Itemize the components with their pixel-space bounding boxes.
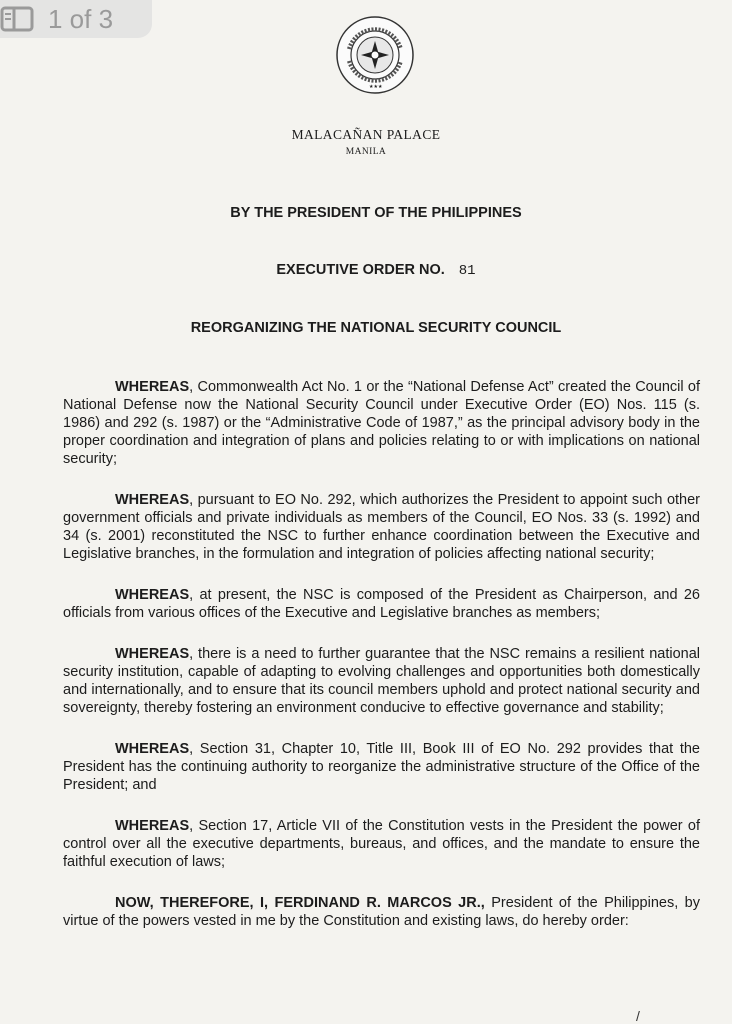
page-indicator-badge[interactable] bbox=[0, 0, 152, 38]
paragraph-lead: WHEREAS bbox=[115, 587, 190, 603]
paragraph-text: , Section 31, Chapter 10, Title III, Book III of EO No. 292 provides that the President has the continuing authority to reorganize the administrative structure of the Office of the President; and bbox=[63, 741, 700, 793]
issuer-heading: BY THE PRESIDENT OF THE PHILIPPINES bbox=[230, 205, 522, 221]
whereas-paragraph bbox=[63, 586, 700, 622]
ordering-paragraph bbox=[63, 894, 700, 930]
paragraph-text: , Commonwealth Act No. 1 or the “National Defense Act” created the Council of National Defense now the National Security Council under Executive Order (EO) Nos. 115 (s. 1986) and 292 (s. 1987) or the “Administrative Code of 1987,” as the principal advisory body in the proper coordination and integration of plans and policies relating to or with implications on national security; bbox=[63, 379, 700, 467]
whereas-paragraph bbox=[63, 740, 700, 794]
whereas-paragraph bbox=[63, 817, 700, 871]
palace-city: MANILA bbox=[345, 147, 387, 157]
palace-name: MALACAÑAN PALACE bbox=[291, 127, 441, 142]
margin-mark: / bbox=[636, 1008, 640, 1024]
whereas-paragraph bbox=[63, 378, 700, 468]
eo-number: 81 bbox=[458, 263, 476, 279]
whereas-paragraph bbox=[63, 645, 700, 717]
paragraph-lead: WHEREAS bbox=[115, 379, 190, 395]
paragraph-text: , pursuant to EO No. 292, which authorizes the President to appoint such other government officials and private individuals as members of the Council, EO Nos. 33 (s. 1992) and 34 (s. 2001) reconstituted the NSC to further enhance coordination between the Executive and Legislative branches, in the formulation and integration of policies affecting national security; bbox=[63, 492, 700, 562]
paragraph-lead: WHEREAS bbox=[115, 492, 190, 508]
paragraph-lead: WHEREAS bbox=[115, 646, 190, 662]
presidential-seal-icon bbox=[335, 15, 415, 95]
paragraph-lead: WHEREAS bbox=[115, 818, 190, 834]
pages-icon bbox=[0, 4, 38, 34]
order-title: REORGANIZING THE NATIONAL SECURITY COUNCIL bbox=[190, 320, 562, 336]
order-body bbox=[63, 378, 700, 953]
paragraph-lead: WHEREAS bbox=[115, 741, 190, 757]
svg-text:★★★: ★★★ bbox=[369, 84, 383, 90]
paragraph-text: , Section 17, Article VII of the Constitution vests in the President the power of control over all the executive departments, bureaus, and offices, and the mandate to ensure the faithful execution of laws; bbox=[63, 818, 700, 870]
page-indicator-text: 1 of 3 bbox=[48, 3, 114, 34]
executive-order-heading bbox=[0, 262, 732, 279]
paragraph-text: President of the Philippines, by virtue of the powers vested in me by the Constitution and existing laws, do hereby order: bbox=[63, 895, 700, 929]
paragraph-lead: NOW, THEREFORE, I, FERDINAND R. MARCOS JR., bbox=[115, 895, 485, 911]
paragraph-text: , there is a need to further guarantee that the NSC remains a resilient national security institution, capable of adapting to evolving challenges and opportunities both domestically and internationally, and to ensure that its council members uphold and protect national security and sovereignty, thereby fostering an environment conducive to effective governance and stability; bbox=[63, 646, 700, 716]
whereas-paragraph bbox=[63, 491, 700, 563]
paragraph-text: , at present, the NSC is composed of the President as Chairperson, and 26 officials from various offices of the Executive and Legislative branches as members; bbox=[63, 587, 700, 621]
eo-label: EXECUTIVE ORDER NO. bbox=[276, 262, 445, 278]
